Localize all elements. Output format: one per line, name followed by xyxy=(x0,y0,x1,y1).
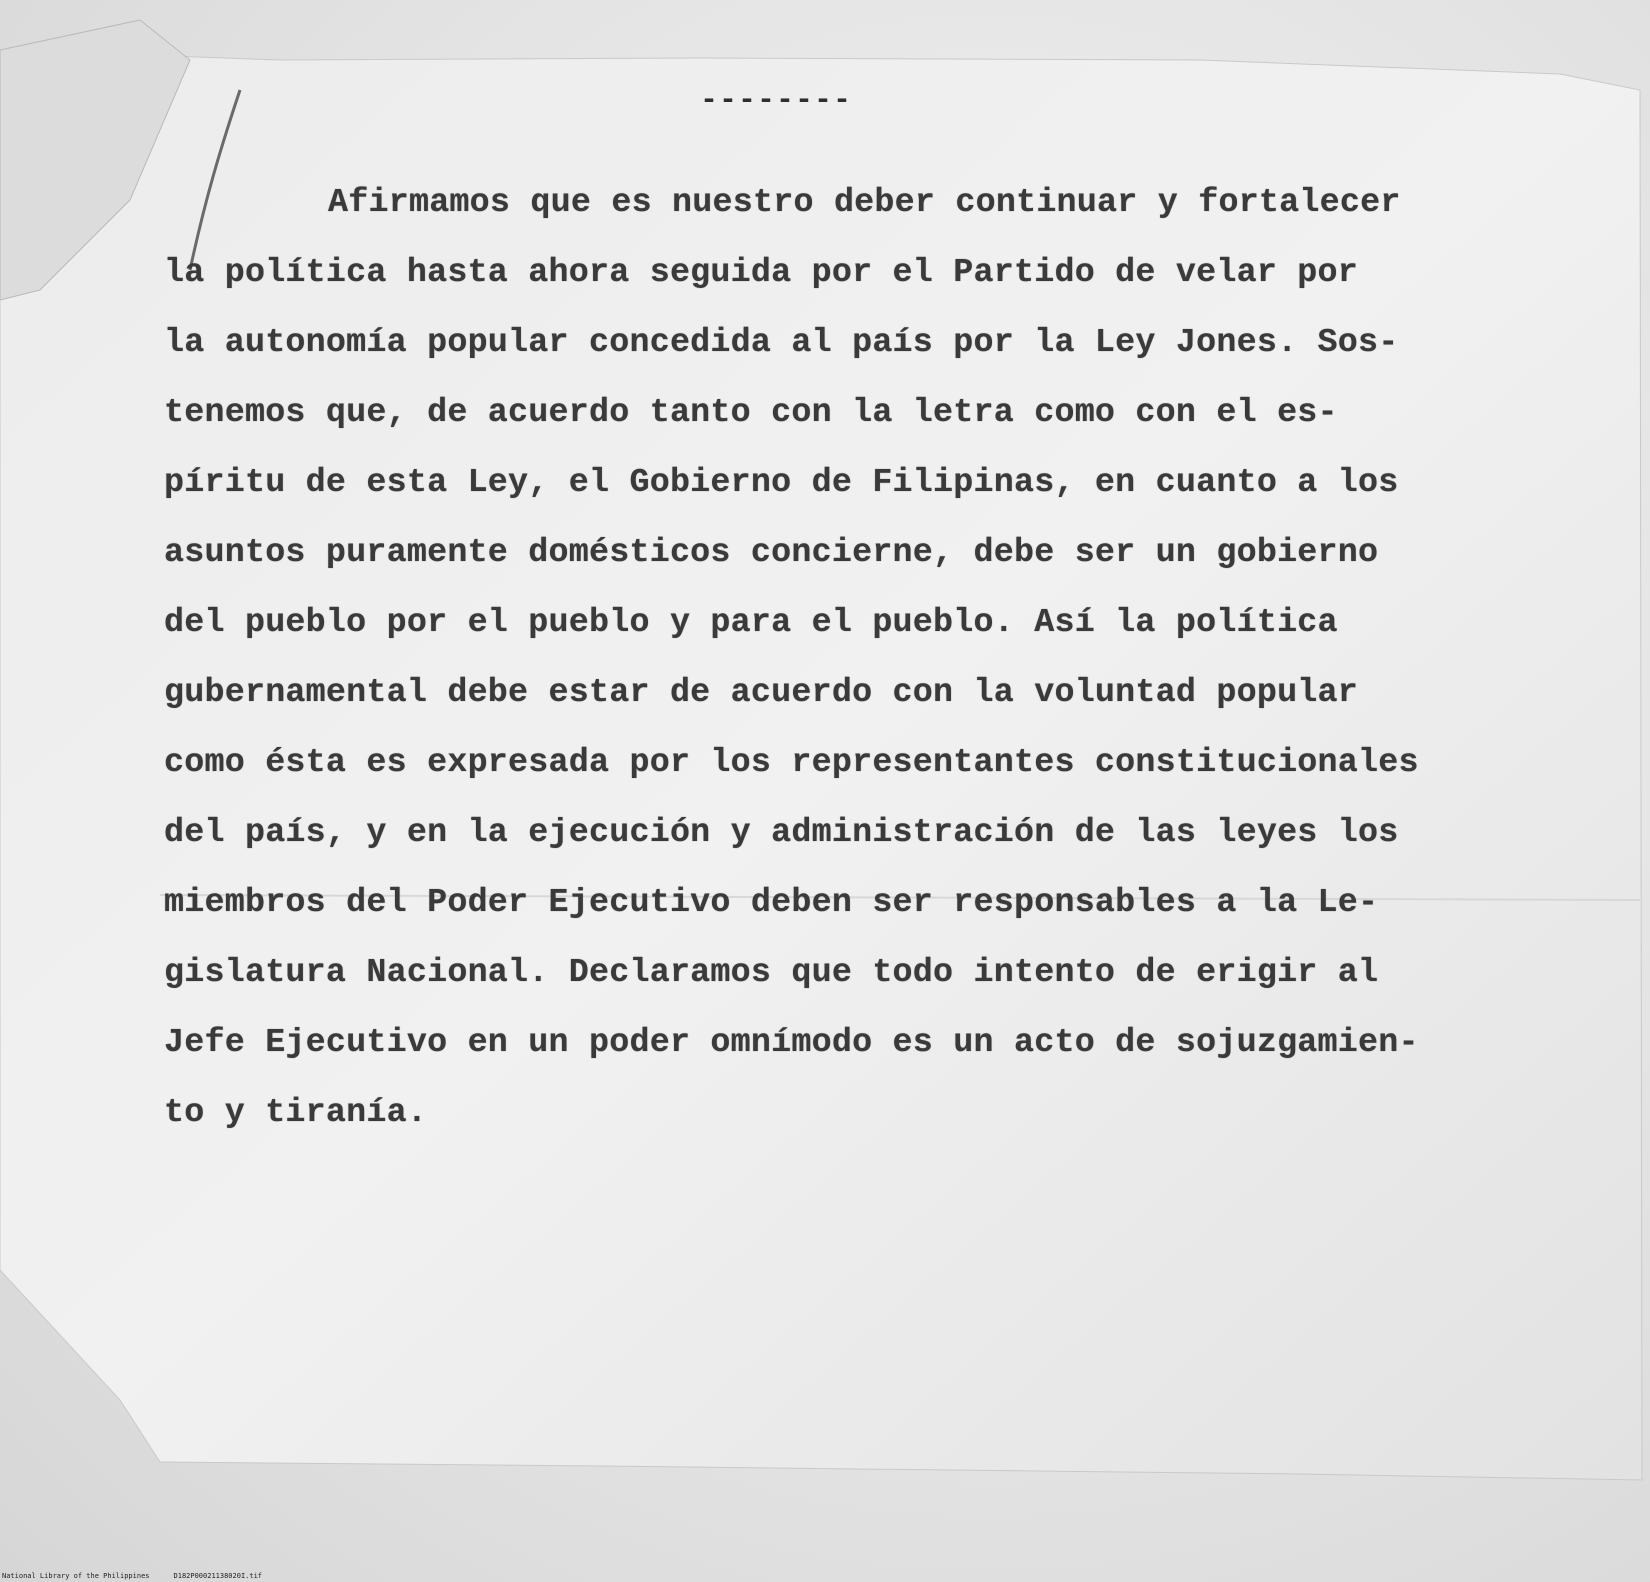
text-line: to y tiranía. xyxy=(164,1094,428,1132)
archive-footer xyxy=(2,1572,262,1580)
typed-paragraph xyxy=(164,168,1544,1148)
text-line: gubernamental debe estar de acuerdo con la voluntad popular xyxy=(164,674,1359,712)
text-line: como ésta es expresada por los representantes constitucionales xyxy=(164,744,1419,782)
text-line: la política hasta ahora seguida por el Partido de velar por xyxy=(164,254,1359,292)
text-line: tenemos que, de acuerdo tanto con la letra como con el es- xyxy=(164,394,1338,432)
text-line: del pueblo por el pueblo y para el pueblo. Así la política xyxy=(164,604,1338,642)
separator-rule: -------- xyxy=(700,84,853,118)
text-line: píritu de esta Ley, el Gobierno de Filipinas, en cuanto a los xyxy=(164,464,1399,502)
footer-institution: National Library of the Philippines xyxy=(2,1572,150,1580)
text-line: miembros del Poder Ejecutivo deben ser responsables a la Le- xyxy=(164,884,1379,922)
footer-filename: D182P00021138020I.tif xyxy=(173,1572,263,1580)
text-line: del país, y en la ejecución y administración de las leyes los xyxy=(164,814,1399,852)
text-line: Afirmamos que es nuestro deber continuar y fortalecer xyxy=(328,184,1401,222)
text-line: Jefe Ejecutivo en un poder omnímodo es un acto de sojuzgamien- xyxy=(164,1024,1419,1062)
text-line: la autonomía popular concedida al país por la Ley Jones. Sos- xyxy=(164,324,1399,362)
text-line: asuntos puramente domésticos concierne, debe ser un gobierno xyxy=(164,534,1379,572)
text-line: gislatura Nacional. Declaramos que todo intento de erigir al xyxy=(164,954,1379,992)
